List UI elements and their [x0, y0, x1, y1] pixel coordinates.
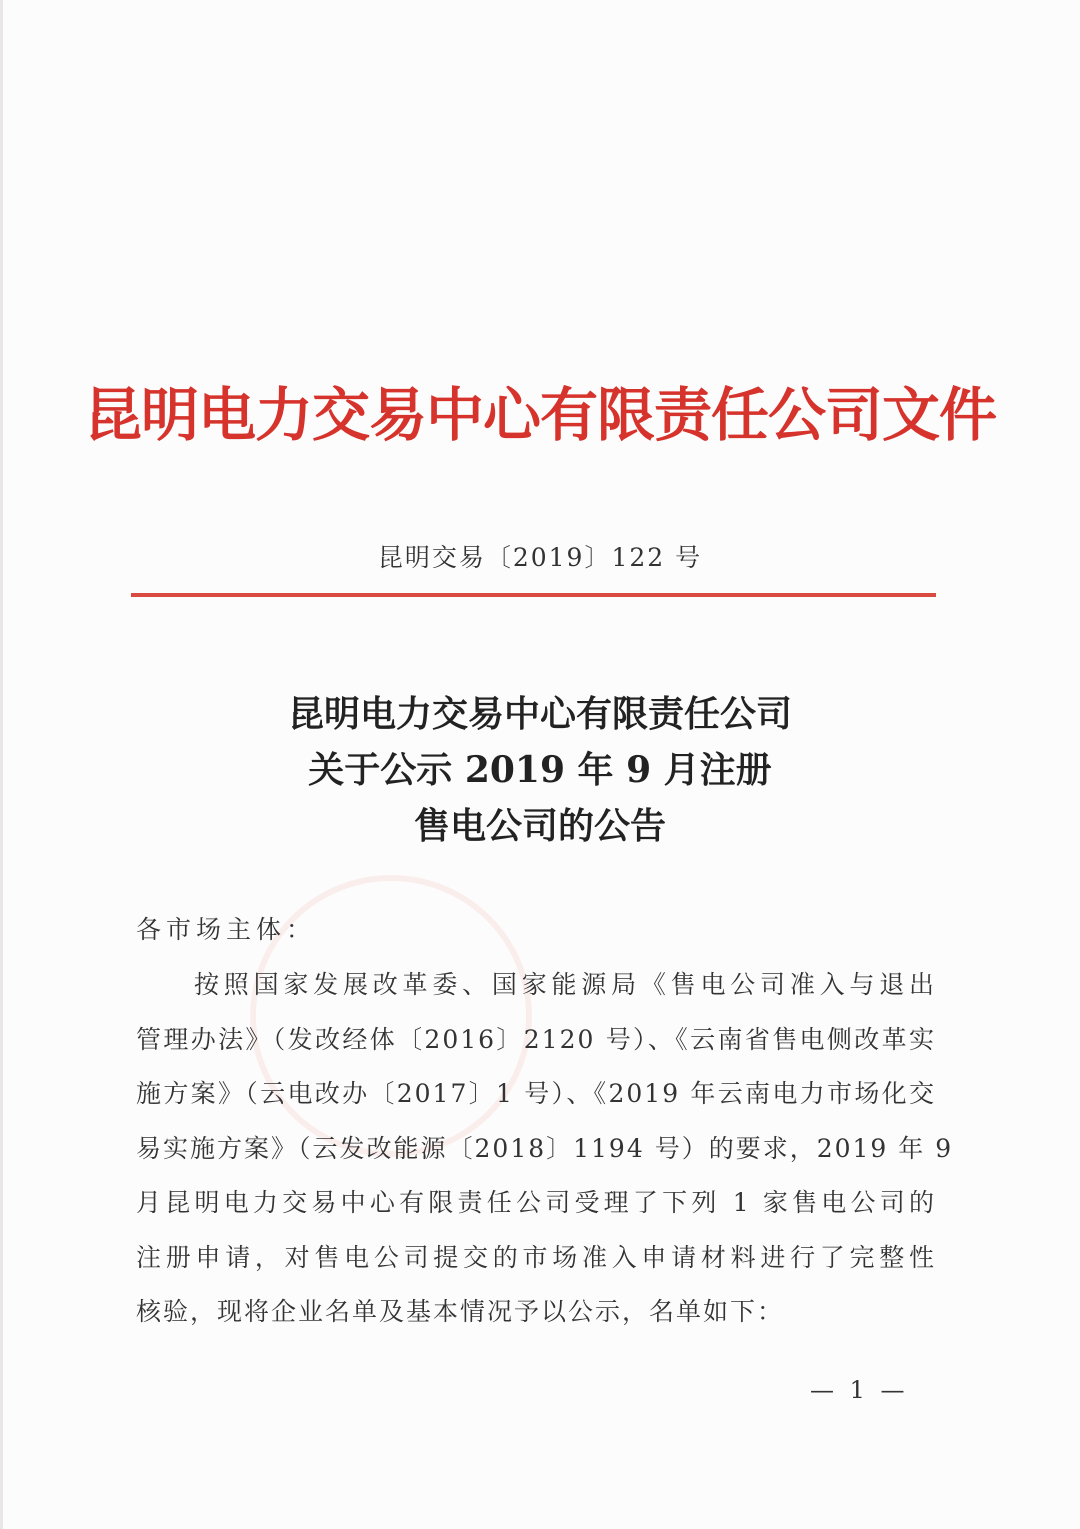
- body-paragraph: [136, 958, 954, 1340]
- red-separator-rule: [131, 593, 936, 597]
- body-line: 按照国家发展改革委、国家能源局《售电公司准入与退出: [194, 970, 936, 999]
- page-number: — 1 —: [810, 1376, 909, 1404]
- document-number: 昆明交易〔2019〕122 号: [377, 543, 703, 572]
- body-line: 月昆明电力交易中心有限责任公司受理了下列 1 家售电公司的: [136, 1188, 936, 1217]
- notice-title-line-3: 售电公司的公告: [413, 805, 666, 847]
- body-line: 注册申请，对售电公司提交的市场准入申请材料进行了完整性: [136, 1242, 936, 1272]
- body-line: 管理办法》（发改经体〔2016〕2120 号）、《云南省售电侧改革实: [136, 1024, 936, 1054]
- notice-title-line-1: 昆明电力交易中心有限责任公司: [287, 693, 792, 735]
- body-line: 易实施方案》（云发改能源〔2018〕1194 号）的要求，2019 年 9: [136, 1133, 954, 1163]
- notice-title-line-2: 关于公示 2019 年 9 月注册: [308, 749, 772, 791]
- salutation: 各市场主体：: [136, 915, 317, 944]
- document-header-title: 昆明电力交易中心有限责任公司文件: [83, 381, 996, 449]
- notice-title: [0, 686, 1080, 854]
- body-line: 施方案》（云电改办〔2017〕1 号）、《2019 年云南电力市场化交: [136, 1079, 936, 1108]
- body-line: 核验，现将企业名单及基本情况予以公示，名单如下：: [136, 1297, 785, 1326]
